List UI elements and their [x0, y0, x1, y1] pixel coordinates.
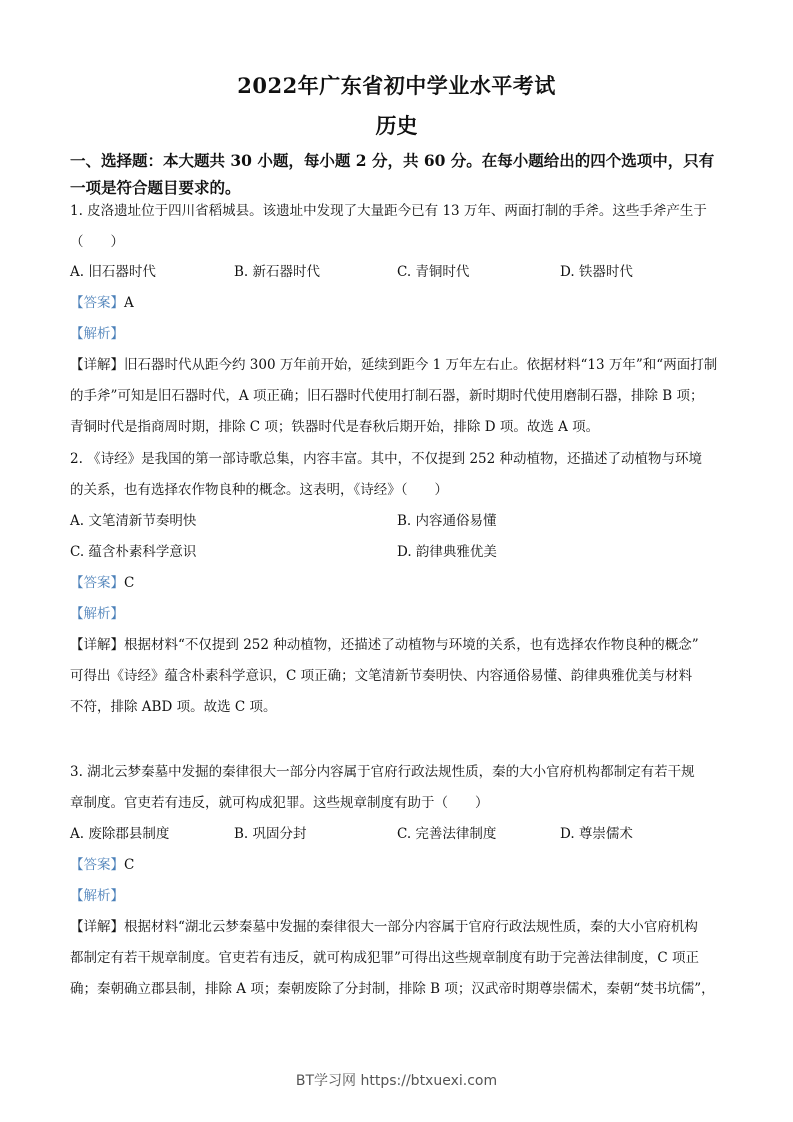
detail-label: 【详解】: [70, 357, 124, 373]
q3-answer: [70, 856, 735, 874]
section-header: [70, 147, 730, 201]
q2-stem-line-1: 2. 《诗经》是我国的第一部诗歌总集，内容丰富。其中，不仅提到 252 种动植物，还描述了动植物与环境: [70, 451, 703, 467]
q1-answer-value: A: [124, 295, 134, 311]
q1-detail-line-1: [70, 356, 735, 374]
q3-option-d: D. 尊崇儒术: [560, 826, 633, 842]
analysis-label: 【解析】: [70, 888, 124, 904]
q1-answer: [70, 294, 735, 312]
q3-analysis: [70, 887, 735, 905]
q3-option-b: B. 巩固分封: [234, 826, 307, 842]
q3-answer-value: C: [124, 857, 135, 873]
q1-analysis: [70, 325, 735, 343]
q1-detail-line-2: 的手斧”可知是旧石器时代，A 项正确；旧石器时代使用打制石器，新时期时代使用磨制石器，排除 B 项；: [70, 388, 704, 404]
footer-watermark: BT学习网 https://btxuexi.com: [295, 1073, 498, 1089]
q2-analysis: [70, 605, 735, 623]
q1-stem-line-1: 1. 皮洛遗址位于四川省稻城县。该遗址中发现了大量距今已有 13 万年、两面打制的手斧。这些手斧产生于: [70, 203, 707, 219]
q2-answer-value: C: [124, 575, 135, 591]
q1-detail-line-3: 青铜时代是指商周时期，排除 C 项；铁器时代是春秋后期开始，排除 D 项。故选 A 项。: [70, 419, 600, 435]
q3-detail-line-1: [70, 918, 735, 936]
q3-option-a: A. 废除郡县制度: [70, 826, 170, 842]
q3-option-c: C. 完善法律制度: [397, 826, 497, 842]
q3-detail-line-2: 都制定有若干规章制度。官吏若有违反，就可构成犯罪”可得出这些规章制度有助于完善法律制度，C 项正: [70, 950, 700, 966]
q2-option-a: A. 文笔清新节奏明快: [70, 513, 197, 529]
detail-label: 【详解】: [70, 919, 124, 935]
analysis-label: 【解析】: [70, 606, 124, 622]
answer-label: 【答案】: [70, 295, 124, 311]
q2-answer: [70, 574, 735, 592]
analysis-label: 【解析】: [70, 326, 124, 342]
q3-stem-line-2: 章制度。官吏若有违反，就可构成犯罪。这些规章制度有助于（ ）: [70, 795, 489, 811]
answer-label: 【答案】: [70, 857, 124, 873]
detail-label: 【详解】: [70, 637, 124, 653]
q2-stem-line-2: 的关系，也有选择农作物良种的概念。这表明，《诗经》（ ）: [70, 482, 448, 498]
q3-stem-line-1: 3. 湖北云梦秦墓中发掘的秦律很大一部分内容属于官府行政法规性质，秦的大小官府机构都制定有若干规: [70, 764, 695, 780]
section-header-line-2: 一项是符合题目要求的。: [70, 178, 241, 197]
q1-detail-text-1: 旧石器时代从距今约 300 万年前开始，延续到距今 1 万年左右止。依据材料“13 万年”和“两面打制: [124, 357, 718, 373]
q3-detail-line-3: 确；秦朝确立郡县制，排除 A 项；秦朝废除了分封制，排除 B 项；汉武帝时期尊崇儒术，秦朝“焚书坑儒”，: [70, 981, 715, 997]
q2-detail-line-3: 不符，排除 ABD 项。故选 C 项。: [70, 699, 277, 715]
q1-option-c: C. 青铜时代: [397, 264, 470, 280]
section-header-line-1: 一、选择题：本大题共 30 小题，每小题 2 分，共 60 分。在每小题给出的四个选项中，只有: [70, 151, 715, 170]
answer-label: 【答案】: [70, 575, 124, 591]
q2-option-c: C. 蕴含朴素科学意识: [70, 544, 197, 560]
subject-title: 历史: [375, 113, 418, 138]
q2-detail-text-1: 根据材料“不仅提到 252 种动植物，还描述了动植物与环境的关系，也有选择农作物良种的概念”: [124, 637, 699, 653]
q3-detail-text-1: 根据材料“湖北云梦秦墓中发掘的秦律很大一部分内容属于官府行政法规性质，秦的大小官府机构: [124, 919, 698, 935]
q2-detail-line-2: 可得出《诗经》蕴含朴素科学意识，C 项正确；文笔清新节奏明快、内容通俗易懂、韵律典雅优美与材料: [70, 668, 693, 684]
q1-option-d: D. 铁器时代: [560, 264, 633, 280]
q2-option-b: B. 内容通俗易懂: [397, 513, 497, 529]
q2-option-d: D. 韵律典雅优美: [397, 544, 497, 560]
q2-detail-line-1: [70, 636, 735, 654]
exam-title: 2022年广东省初中学业水平考试: [237, 73, 556, 98]
q1-option-b: B. 新石器时代: [234, 264, 321, 280]
q1-option-a: A. 旧石器时代: [70, 264, 156, 280]
q1-stem-line-2: （ ）: [70, 234, 124, 250]
